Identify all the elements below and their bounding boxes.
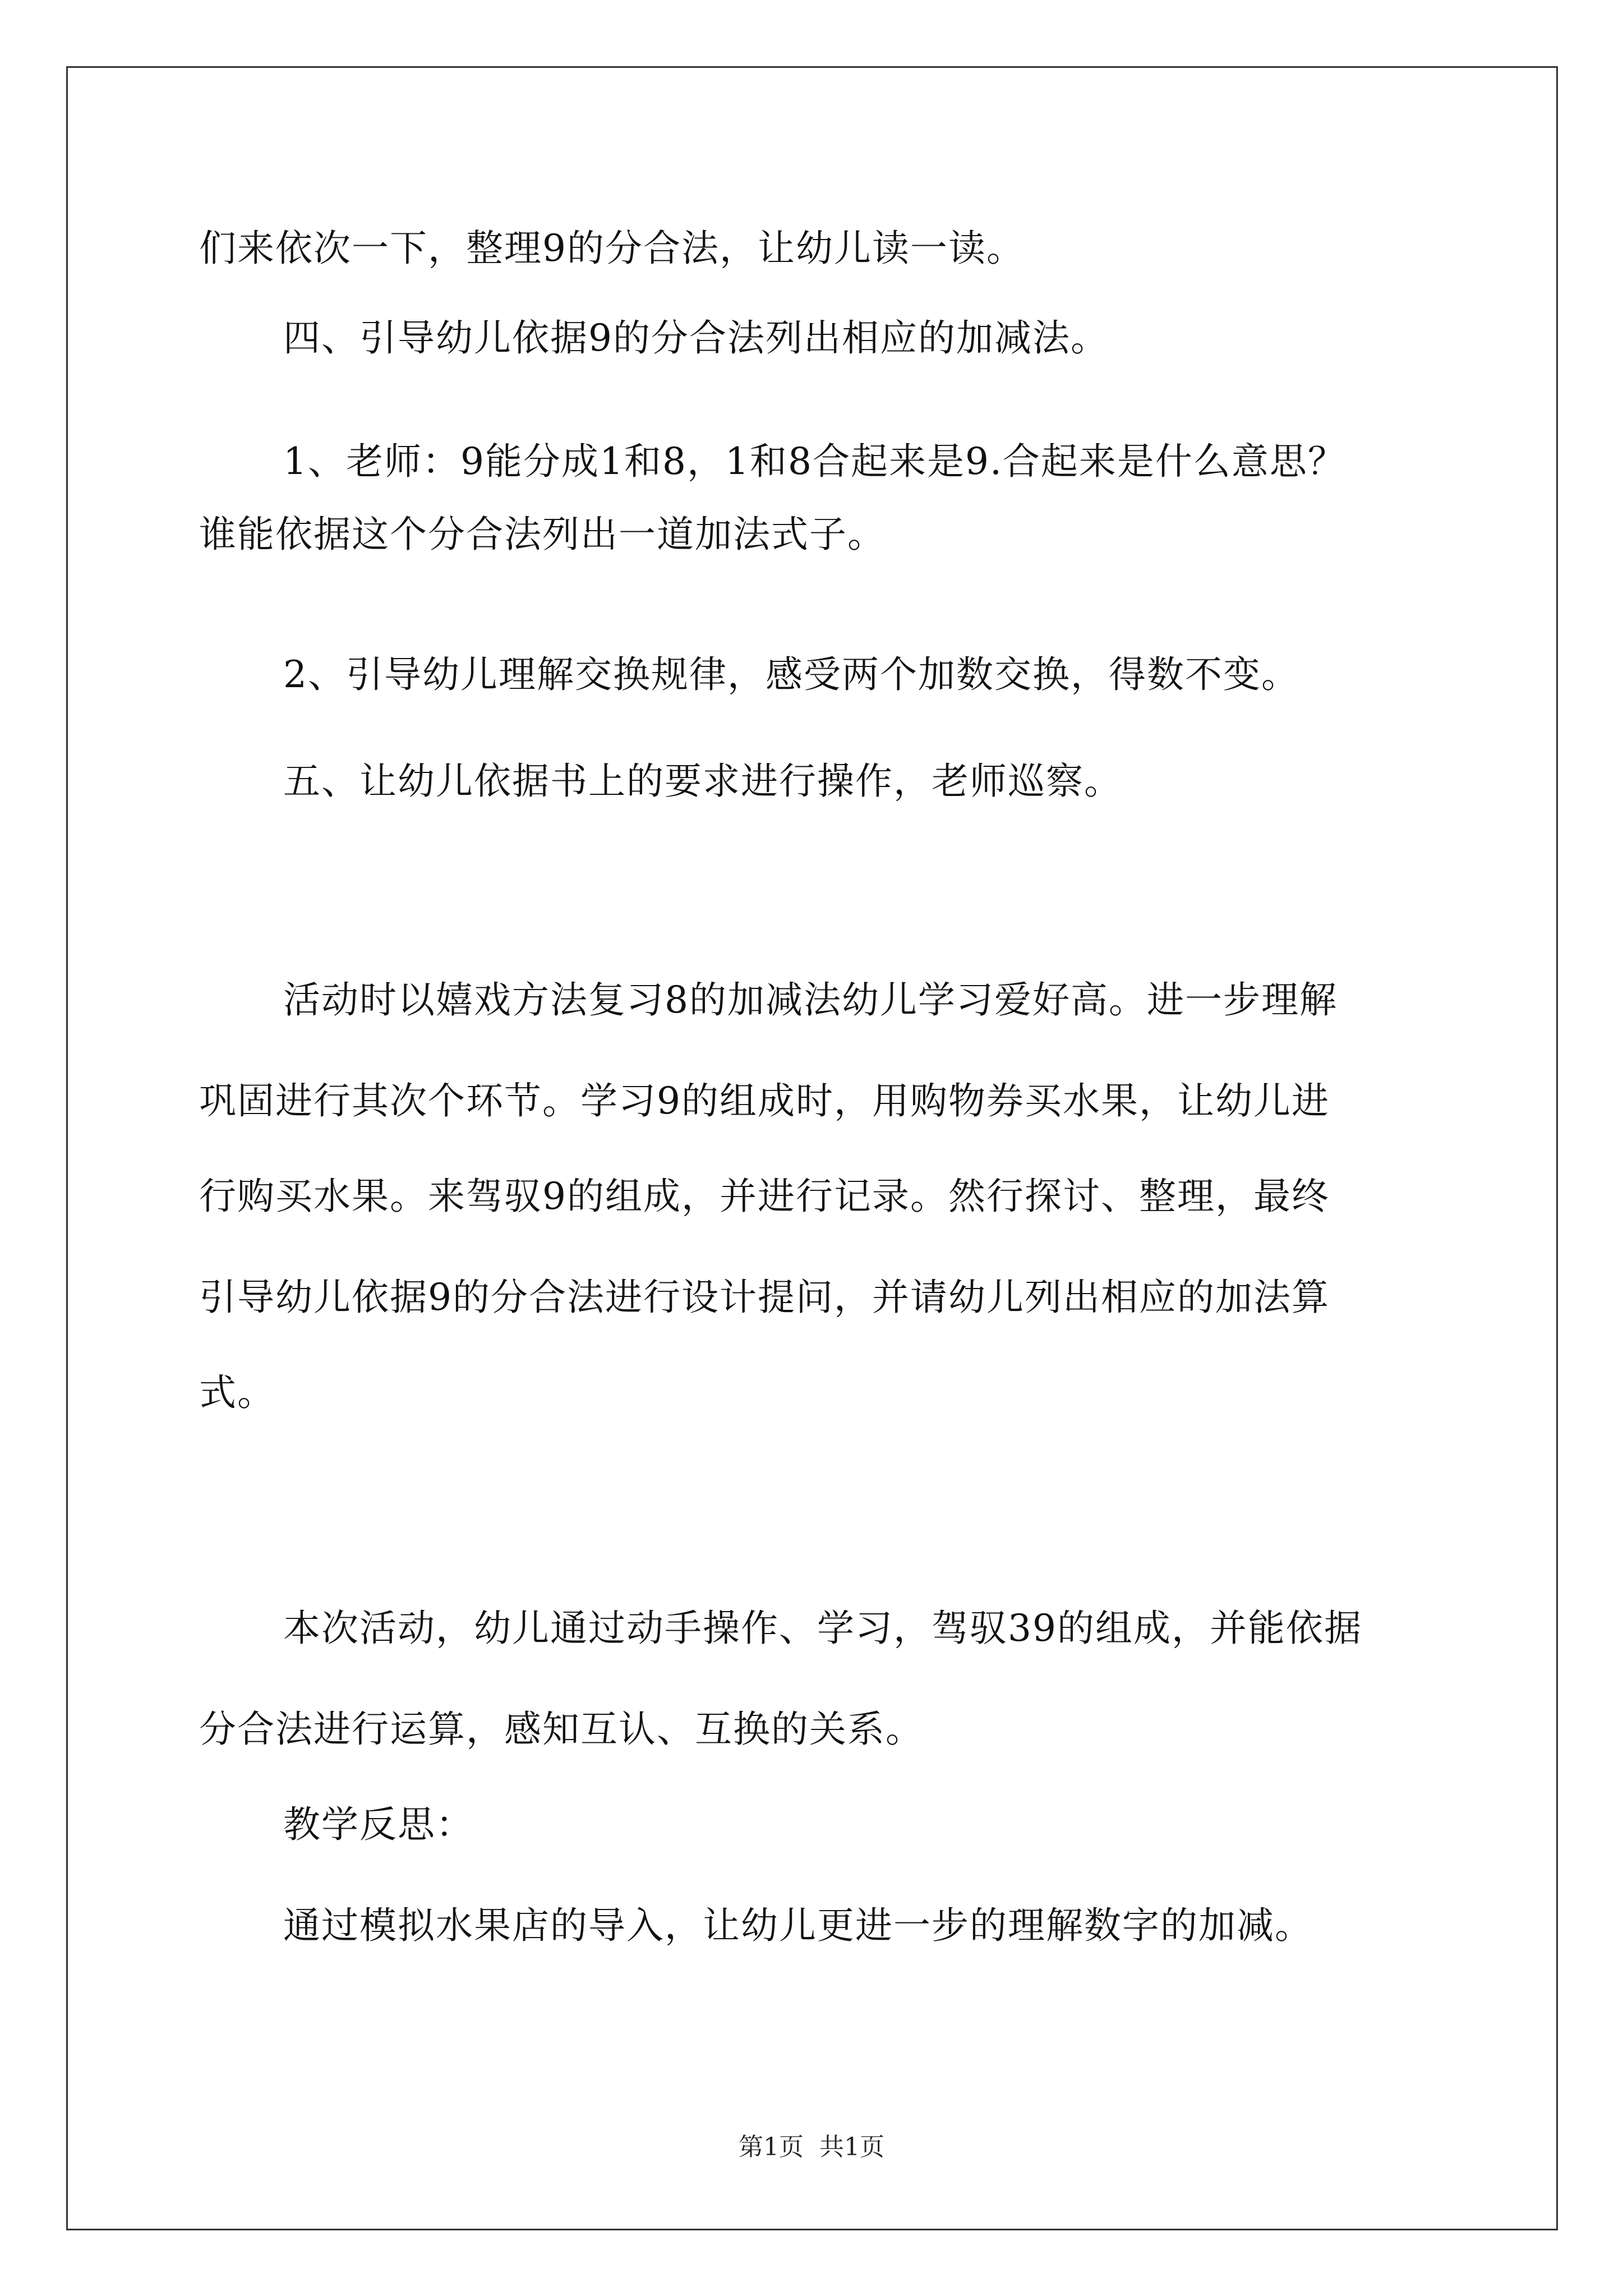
text-line: 行购买水果。来驾驭9的组成，并进行记录。然行探讨、整理，最终: [199, 1175, 1330, 1218]
reflection-heading: 教学反思：: [283, 1803, 474, 1846]
text-line: 分合法进行运算，感知互认、互换的关系。: [199, 1708, 924, 1751]
text-line: 活动时以嬉戏方法复习8的加减法幼儿学习爱好高。进一步理解: [283, 978, 1338, 1022]
page-footer: [0, 2132, 1623, 2163]
text-line: 本次活动，幼儿通过动手操作、学习，驾驭39的组成，并能依据: [283, 1607, 1362, 1650]
page-number: 第1页: [739, 2133, 804, 2161]
text-line: 2、引导幼儿理解交换规律，感受两个加数交换，得数不变。: [283, 653, 1299, 696]
text-line: 通过模拟水果店的导入，让幼儿更进一步的理解数字的加减。: [283, 1904, 1313, 1947]
text-line: 引导幼儿依据9的分合法进行设计提问，并请幼儿列出相应的加法算: [199, 1276, 1330, 1319]
text-line: 们来依次一下，整理9的分合法，让幼儿读一读。: [199, 227, 1025, 270]
text-line: 1、老师：9能分成1和8，1和8合起来是9.合起来是什么意思？: [283, 440, 1346, 483]
text-line: 巩固进行其次个环节。学习9的组成时，用购物券买水果，让幼儿进: [199, 1079, 1330, 1122]
section-heading-five: 五、让幼儿依据书上的要求进行操作，老师巡察。: [283, 760, 1122, 803]
page-total: 共1页: [819, 2133, 884, 2161]
text-line: 式。: [199, 1371, 275, 1414]
text-line: 谁能依据这个分合法列出一道加法式子。: [199, 513, 886, 556]
section-heading-four: 四、引导幼儿依据9的分合法列出相应的加减法。: [283, 316, 1109, 360]
